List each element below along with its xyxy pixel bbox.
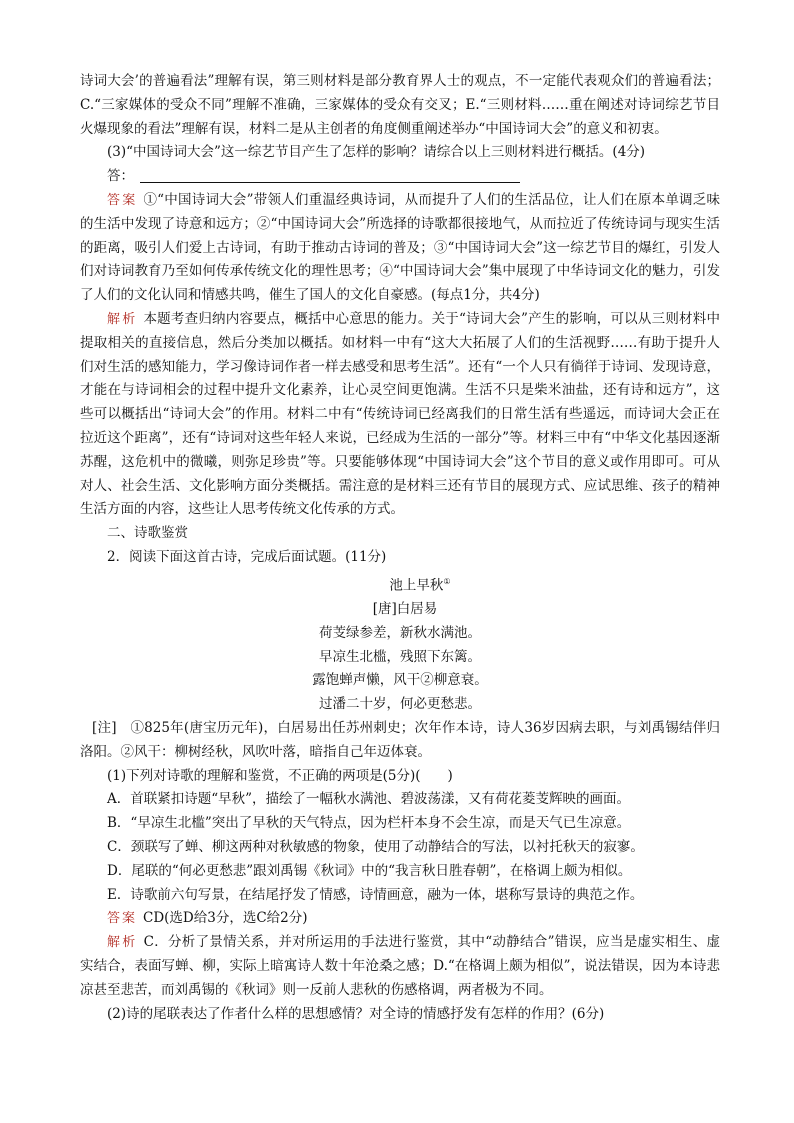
poem-author: [唐]白居易 bbox=[372, 601, 438, 618]
poem-note: [注] ①825年(唐宝历元年)，白居易出任苏州刺史；次年作本诗，诗人36岁因病去职，与刘禹锡结伴归洛阳。②风干：柳树经秋，风吹叶落，暗指自己年迈体衰。 bbox=[80, 720, 720, 760]
option-d: D．尾联的“何必更愁悲”跟刘禹锡《秋词》中的“我言秋日胜春朝”，在格调上颇为相似。 bbox=[107, 862, 632, 879]
poem bbox=[80, 570, 720, 717]
question-2-2: (2)诗的尾联表达了作者什么样的思想感情？对全诗的情感抒发有怎样的作用？(6分) bbox=[107, 1005, 605, 1022]
poem-title: 池上早秋 bbox=[389, 577, 444, 594]
answer-blank bbox=[140, 166, 520, 183]
analysis-text: C．分析了景情关系，并对所运用的手法进行鉴赏，其中“动静结合”错误，应当是虚实相生、虚实结合，表面写蝉、柳，实际上暗寓诗人数十年沧桑之感；D.“在格调上颇为相似”，说法错误，因为本诗悲凉甚至悲苦，而刘禹锡的《秋词》则一反前人悲秋的伤感格调，两者极为不同。 bbox=[80, 934, 720, 998]
document-page bbox=[80, 70, 720, 1026]
answer-prompt: 答： bbox=[107, 168, 134, 185]
answer-2 bbox=[80, 907, 720, 931]
poem-line: 荷芰绿参差，新秋水满池。 bbox=[319, 624, 481, 641]
poem-title-line bbox=[80, 570, 720, 598]
poem-line: 露饱蝉声懒，风干②柳意衰。 bbox=[312, 672, 488, 689]
analysis-2 bbox=[80, 931, 720, 1002]
option-b: B．“早凉生北槛”突出了早秋的天气特点，因为栏杆本身不会生凉，而是天气已生凉意。 bbox=[107, 815, 631, 832]
poem-title-note: ① bbox=[443, 576, 451, 586]
answer-text: CD(选D给3分，选C给2分) bbox=[143, 910, 308, 927]
analysis-label: 解析 bbox=[107, 311, 138, 327]
answer-label: 答案 bbox=[107, 192, 138, 208]
question-3: (3)“中国诗词大会”这一综艺节目产生了怎样的影响？请综合以上三则材料进行概括。(4分) bbox=[107, 144, 646, 161]
paragraph-intro: 诗词大会’的普遍看法”理解有误，第三则材料是部分教育界人士的观点，不一定能代表观众们的普遍看法；C.“三家媒体的受众不同”理解不准确，三家媒体的受众有交叉；E.“三则材料……重在阐述对诗词综艺节目火爆现象的看法”理解有误，材料二是从主创者的角度侧重阐述举办“中国诗词大会”的意义和初衷。 bbox=[80, 73, 720, 137]
option-a: A．首联紧扣诗题“早秋”，描绘了一幅秋水满池、碧波荡漾，又有荷花菱芰辉映的画面。 bbox=[107, 791, 631, 808]
analysis-1 bbox=[80, 308, 720, 522]
poem-line: 早凉生北槛，残照下东篱。 bbox=[319, 648, 481, 665]
analysis-text: 本题考查归纳内容要点，概括中心意思的能力。关于“诗词大会”产生的影响，可以从三则材料中提取相关的直接信息，然后分类加以概括。如材料一中有“这大大拓展了人们的生活视野……有助于提升人们对生活的感知能力，学习像诗词作者一样去感受和思考生活”。还有“一个人只有徜徉于诗词、发现诗意，才能在与诗词相会的过程中提升文化素养，让心灵空间更饱满。生活不只是柴米油盐，还有诗和远方”，这些可以概括出“诗词大会”的作用。材料二中有“传统诗词已经离我们的日常生活有些遥远，而诗词大会正在拉近这个距离”，还有“诗词对这些年轻人来说，已经成为生活的一部分”等。材料三中有“中华文化基因逐渐苏醒，这危机中的微曦，则弥足珍贵”等。只要能够体现“中国诗词大会”这个节目的意义或作用即可。可从对人、社会生活、文化影响方面分类概括。需注意的是材料三还有节目的展现方式、应试思维、孩子的精神生活方面的内容，这些让人思考传统文化传承的方式。 bbox=[80, 310, 720, 518]
poem-line: 过潘二十岁，何必更愁悲。 bbox=[319, 696, 481, 713]
answer-prompt-line bbox=[80, 165, 720, 189]
question-2: 2．阅读下面这首古诗，完成后面试题。(11分) bbox=[107, 548, 387, 565]
section-heading: 二、诗歌鉴赏 bbox=[107, 525, 188, 542]
answer-label: 答案 bbox=[107, 911, 138, 927]
answer-text: ①“中国诗词大会”带领人们重温经典诗词，从而提升了人们的生活品位，让人们在原本单调乏味的生活中发现了诗意和远方；②“中国诗词大会”所选择的诗歌都很接地气，从而拉近了传统诗词与现实生活的距离，吸引人们爱上古诗词，有助于推动古诗词的普及；③“中国诗词大会”这一综艺节目的爆红，引发人们对诗词教育乃至如何传承传统文化的理性思考；④“中国诗词大会”集中展现了中华诗词文化的魅力，引发了人们的文化认同和情感共鸣，催生了国人的文化自豪感。(每点1分，共4分) bbox=[80, 191, 720, 304]
option-e: E．诗歌前六句写景，在结尾抒发了情感，诗情画意，融为一体，堪称写景诗的典范之作。 bbox=[107, 886, 644, 903]
answer-1 bbox=[80, 189, 720, 308]
analysis-label: 解析 bbox=[107, 935, 138, 951]
option-c: C．颈联写了蝉、柳这两种对秋敏感的物象，使用了动静结合的写法，以衬托秋天的寂寥。 bbox=[107, 839, 644, 855]
question-1-stem: (1)下列对诗歌的理解和鉴赏，不正确的两项是(5分)( ) bbox=[107, 767, 453, 784]
